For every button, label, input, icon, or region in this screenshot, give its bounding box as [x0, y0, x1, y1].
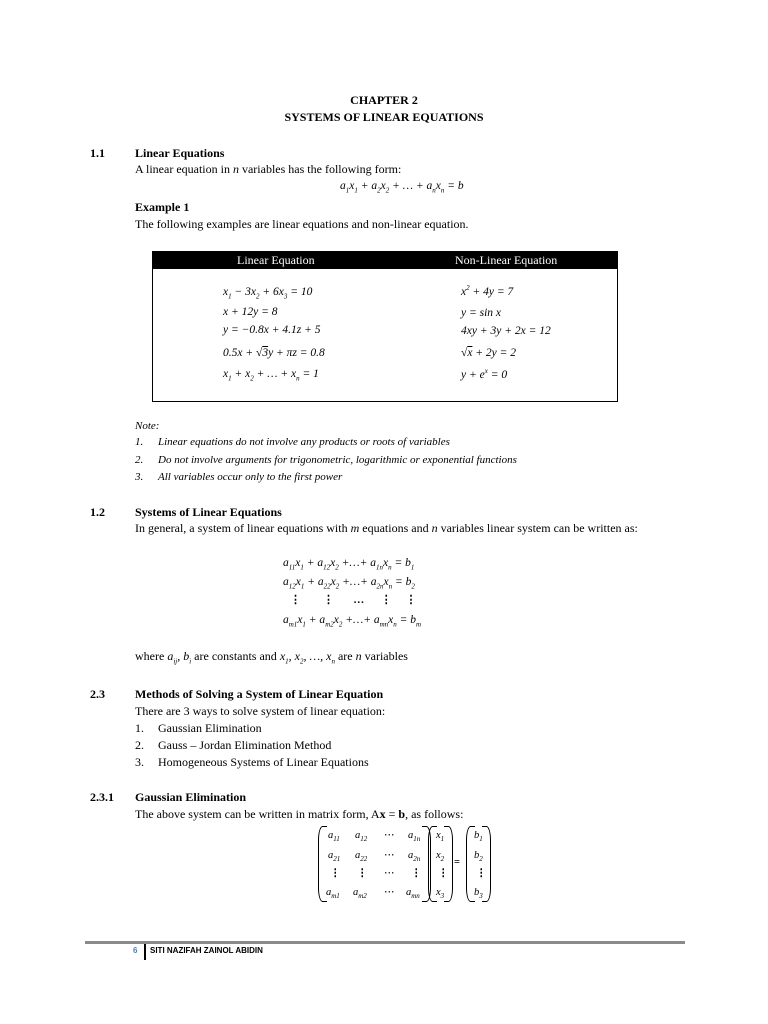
method-text-2: Gauss – Jordan Elimination Method — [158, 738, 332, 752]
vector-x-right-paren — [444, 826, 453, 902]
matrix-a-cell: ⋮ — [357, 868, 368, 879]
vector-x-cell: $x_3$ — [436, 887, 445, 901]
note-number-2: 2. — [135, 454, 144, 466]
method-number-3: 3. — [135, 755, 144, 769]
matrix-a-cell: $a_{m1}$ — [326, 887, 340, 901]
linear-eq-5: $x_1 + x_2$ + … + $x_n = 1$ — [223, 368, 319, 383]
linear-eq-2: x + 12y = 8 — [223, 306, 278, 318]
method-number-1: 1. — [135, 721, 144, 735]
section-title-1-1: Linear Equations — [135, 146, 225, 160]
nonlinear-eq-5: $y + e^x = 0$ — [461, 367, 508, 381]
method-text-1: Gaussian Elimination — [158, 721, 262, 735]
system-vertical-dots: ⋮ ⋮ … ⋮ ⋮ — [290, 594, 417, 606]
note-number-1: 1. — [135, 436, 144, 448]
vector-b-right-paren — [482, 826, 491, 902]
where-clause: where $a_{ij}$, $b_i$ are constants and $x_1$, $x_2$, …, $x_n$ are n variables — [135, 649, 408, 666]
matrix-form-intro: The above system can be written in matrix form, Ax = b, as follows: — [135, 807, 464, 821]
method-number-2: 2. — [135, 738, 144, 752]
matrix-a-cell: ⋮ — [411, 868, 422, 879]
matrix-a-cell: ⋯ — [384, 868, 395, 879]
vector-x-cell: $x_2$ — [436, 850, 445, 864]
section-title-1-2: Systems of Linear Equations — [135, 505, 282, 519]
vector-x-cell: ⋮ — [438, 868, 449, 879]
matrix-a-cell: $a_{11}$ — [328, 830, 340, 844]
matrix-a-cell: $a_{1n}$ — [408, 830, 421, 844]
note-text-1: Linear equations do not involve any products or roots of variables — [158, 436, 450, 448]
matrix-a-cell: ⋯ — [384, 887, 395, 898]
note-number-3: 3. — [135, 471, 144, 483]
system-intro: In general, a system of linear equations with m equations and n variables linear system can be written as: — [135, 521, 638, 535]
matrix-a-cell: $a_{22}$ — [355, 850, 368, 864]
linear-equation-intro: A linear equation in n variables has the following form: — [135, 162, 402, 176]
matrix-a-cell: $a_{21}$ — [328, 850, 341, 864]
section-number-2-3: 2.3 — [90, 687, 105, 701]
note-text-2: Do not involve arguments for trigonometric, logarithmic or exponential functions — [158, 454, 517, 466]
example-title: Example 1 — [135, 200, 190, 214]
section-number-1-1: 1.1 — [90, 146, 105, 160]
note-text-3: All variables occur only to the first power — [158, 471, 343, 483]
example-text: The following examples are linear equations and non-linear equation. — [135, 217, 469, 231]
footer-divider — [144, 944, 146, 960]
system-row-1: $a_{11}x_1 + a_{12}x_2$ +…+ $a_{1n}x_n = b_1$ — [283, 557, 415, 572]
equals-sign: = — [454, 857, 460, 868]
linear-equation-header: Linear Equation — [237, 253, 315, 267]
vector-b-cell: $b_2$ — [474, 850, 483, 864]
matrix-a-cell: $a_{2n}$ — [408, 850, 421, 864]
matrix-a-cell: ⋯ — [384, 830, 395, 841]
chapter-title: SYSTEMS OF LINEAR EQUATIONS — [284, 110, 484, 124]
section-title-2-3: Methods of Solving a System of Linear Equation — [135, 687, 384, 701]
matrix-a-cell: $a_{m2}$ — [353, 887, 367, 901]
note-label: Note: — [135, 420, 160, 432]
chapter-number: CHAPTER 2 — [350, 93, 418, 107]
matrix-a-cell: ⋯ — [384, 850, 395, 861]
section-number-2-3-1: 2.3.1 — [90, 790, 114, 804]
nonlinear-eq-2: y = sin x — [461, 307, 502, 319]
matrix-equation — [318, 824, 498, 904]
method-text-3: Homogeneous Systems of Linear Equations — [158, 755, 369, 769]
methods-intro: There are 3 ways to solve system of linear equation: — [135, 704, 386, 718]
nonlinear-eq-1: $x^2 + 4y = 7$ — [461, 284, 514, 298]
equation-table — [152, 251, 618, 402]
footer-page-number: 6 — [133, 946, 138, 955]
vector-b-cell: ⋮ — [476, 868, 487, 879]
footer-author: SITI NAZIFAH ZAINOL ABIDIN — [150, 946, 263, 955]
linear-eq-3: y = −0.8x + 4.1z + 5 — [223, 324, 321, 336]
matrix-a-cell: $a_{mn}$ — [406, 887, 420, 901]
section-number-1-2: 1.2 — [90, 505, 105, 519]
matrix-a-cell: ⋮ — [330, 868, 341, 879]
table-header — [153, 252, 617, 269]
nonlinear-equation-header: Non-Linear Equation — [455, 253, 558, 267]
vector-b-cell: $b_3$ — [474, 887, 483, 901]
vector-x-cell: $x_1$ — [436, 830, 445, 844]
nonlinear-eq-3: 4xy + 3y + 2x = 12 — [461, 325, 551, 337]
linear-eq-1: $x_1 - 3x_2 + 6x_3 = 10$ — [223, 286, 313, 301]
system-row-m: $a_{m1}x_1 + a_{m2}x_2$ +…+ $a_{mn}x_n = b_m$ — [283, 614, 422, 629]
general-linear-equation: $a_1x_1 + a_2x_2$ + … + $a_nx_n = b$ — [340, 180, 464, 195]
nonlinear-eq-4: √x + 2y = 2 — [461, 347, 517, 359]
linear-eq-4: 0.5x + √3y + πz = 0.8 — [223, 347, 325, 359]
section-title-2-3-1: Gaussian Elimination — [135, 790, 247, 804]
footer-rule — [85, 941, 685, 944]
system-row-2: $a_{12}x_1 + a_{22}x_2$ +…+ $a_{2n}x_n = b_2$ — [283, 576, 415, 591]
vector-b-cell: $b_1$ — [474, 830, 483, 844]
matrix-a-cell: $a_{12}$ — [355, 830, 368, 844]
